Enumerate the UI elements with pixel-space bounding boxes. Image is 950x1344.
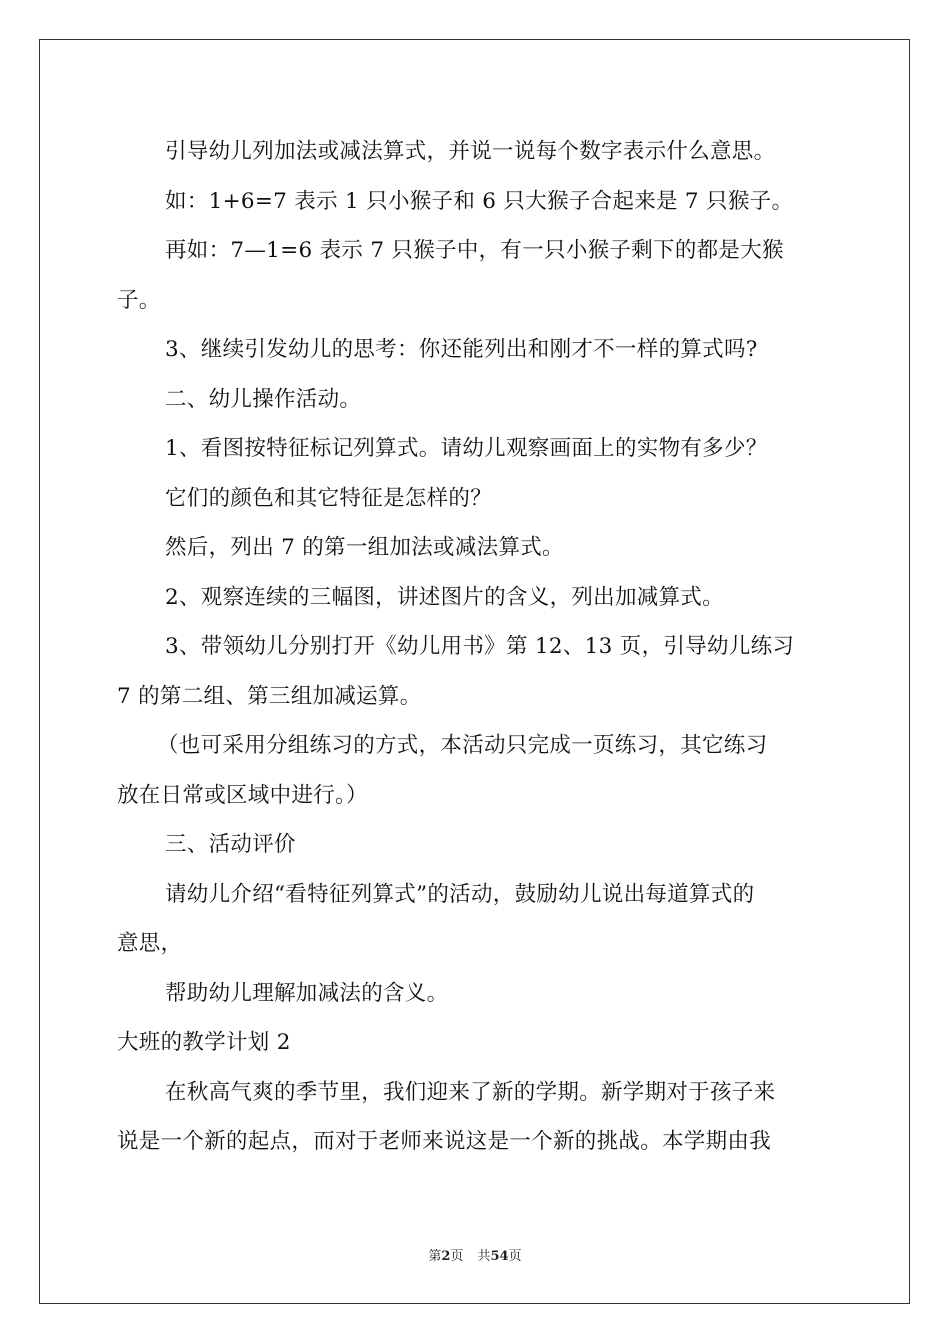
paragraph-line: 子。 bbox=[117, 287, 161, 313]
paragraph-line: 3、继续引发幼儿的思考：你还能列出和刚才不一样的算式吗? bbox=[165, 337, 758, 362]
paragraph-line: 帮助幼儿理解加减法的含义。 bbox=[165, 980, 449, 1006]
paragraph-line: 说是一个新的起点，而对于老师来说这是一个新的挑战。本学期由我 bbox=[117, 1129, 772, 1154]
paragraph-line: 意思， bbox=[117, 931, 183, 956]
page-suffix: 页 bbox=[450, 1249, 464, 1264]
paragraph-line: 请幼儿介绍“看特征列算式”的活动，鼓励幼儿说出每道算式的 bbox=[165, 881, 755, 907]
paragraph-line: 2、观察连续的三幅图，讲述图片的含义，列出加减算式。 bbox=[165, 584, 724, 610]
paragraph-line: 引导幼儿列加法或减法算式，并说一说每个数字表示什么意思。 bbox=[165, 139, 776, 164]
paragraph-line: （也可采用分组练习的方式，本活动只完成一页练习，其它练习 bbox=[157, 733, 768, 758]
paragraph-line: 3、带领幼儿分别打开《幼儿用书》第 12、13 页，引导幼儿练习 bbox=[165, 634, 795, 659]
total-suffix: 页 bbox=[508, 1249, 522, 1264]
total-prefix: 共 bbox=[477, 1249, 491, 1264]
section-heading: 二、幼儿操作活动。 bbox=[165, 386, 362, 412]
paragraph-line: 再如：7—1=6 表示 7 只猴子中，有一只小猴子剩下的都是大猴 bbox=[165, 238, 784, 263]
paragraph-line: 放在日常或区域中进行。） bbox=[117, 782, 368, 808]
paragraph-line: 在秋高气爽的季节里，我们迎来了新的学期。新学期对于孩子来 bbox=[165, 1079, 776, 1105]
page-number: 2 bbox=[441, 1249, 451, 1264]
paragraph-line: 1、看图按特征标记列算式。请幼儿观察画面上的实物有多少？ bbox=[165, 436, 768, 461]
total-pages: 54 bbox=[490, 1249, 509, 1264]
paragraph-line: 它们的颜色和其它特征是怎样的？ bbox=[165, 485, 493, 511]
document-title: 大班的教学计划 2 bbox=[117, 1030, 291, 1055]
document-body bbox=[117, 127, 834, 1167]
paragraph-line: 如：1+6=7 表示 1 只小猴子和 6 只大猴子合起来是 7 只猴子。 bbox=[165, 188, 794, 214]
page-footer bbox=[0, 1245, 950, 1264]
paragraph-line: 7 的第二组、第三组加减运算。 bbox=[117, 683, 422, 709]
paragraph-line: 然后，列出 7 的第一组加法或减法算式。 bbox=[165, 535, 564, 560]
section-heading: 三、活动评价 bbox=[165, 832, 296, 857]
page-prefix: 第 bbox=[428, 1249, 442, 1264]
